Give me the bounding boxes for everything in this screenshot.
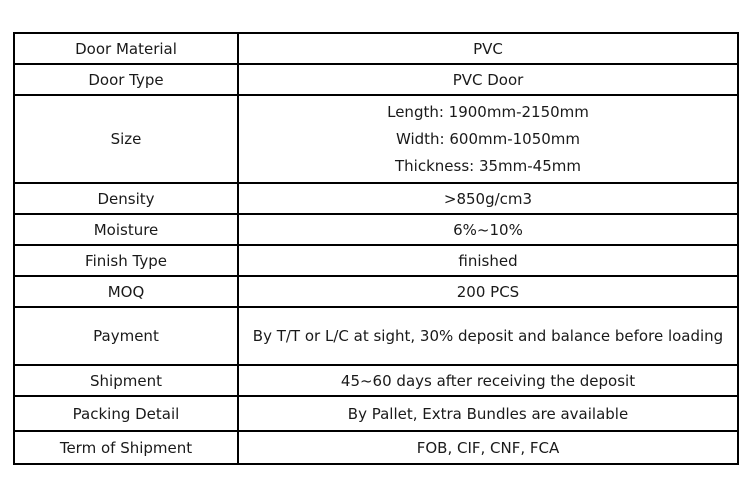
table-row-moq: [14, 276, 738, 307]
spec-value: >850g/cm3: [238, 183, 738, 214]
table-row-density: [14, 183, 738, 214]
spec-value: PVC: [238, 33, 738, 64]
spec-label: Size: [14, 95, 238, 183]
table-row-size: [14, 95, 738, 183]
spec-value: 6%~10%: [238, 214, 738, 245]
spec-value: PVC Door: [238, 64, 738, 95]
table-row-finish-type: [14, 245, 738, 276]
spec-label: Payment: [14, 307, 238, 365]
product-spec-table: [13, 32, 739, 465]
table-row-packing-detail: [14, 396, 738, 431]
spec-label: Door Material: [14, 33, 238, 64]
spec-table-container: [13, 32, 737, 465]
spec-label: Door Type: [14, 64, 238, 95]
spec-value: 200 PCS: [238, 276, 738, 307]
spec-label: Moisture: [14, 214, 238, 245]
spec-label: MOQ: [14, 276, 238, 307]
spec-value: 45~60 days after receiving the deposit: [238, 365, 738, 396]
table-row-moisture: [14, 214, 738, 245]
table-row-term-of-shipment: [14, 431, 738, 464]
table-row-shipment: [14, 365, 738, 396]
size-length-line: Length: 1900mm-2150mm: [387, 102, 589, 121]
table-row-door-type: [14, 64, 738, 95]
spec-label: Density: [14, 183, 238, 214]
size-thickness-line: Thickness: 35mm-45mm: [395, 156, 581, 175]
spec-value: FOB, CIF, CNF, FCA: [238, 431, 738, 464]
table-row-payment: [14, 307, 738, 365]
spec-value: finished: [238, 245, 738, 276]
size-width-line: Width: 600mm-1050mm: [395, 129, 581, 148]
spec-label: Finish Type: [14, 245, 238, 276]
table-row-door-material: [14, 33, 738, 64]
spec-value: By Pallet, Extra Bundles are available: [238, 396, 738, 431]
spec-label: Packing Detail: [14, 396, 238, 431]
spec-value-payment: By T/T or L/C at sight, 30% deposit and balance before loading: [238, 307, 738, 365]
spec-value-size: [238, 95, 738, 183]
spec-label: Shipment: [14, 365, 238, 396]
spec-label: Term of Shipment: [14, 431, 238, 464]
